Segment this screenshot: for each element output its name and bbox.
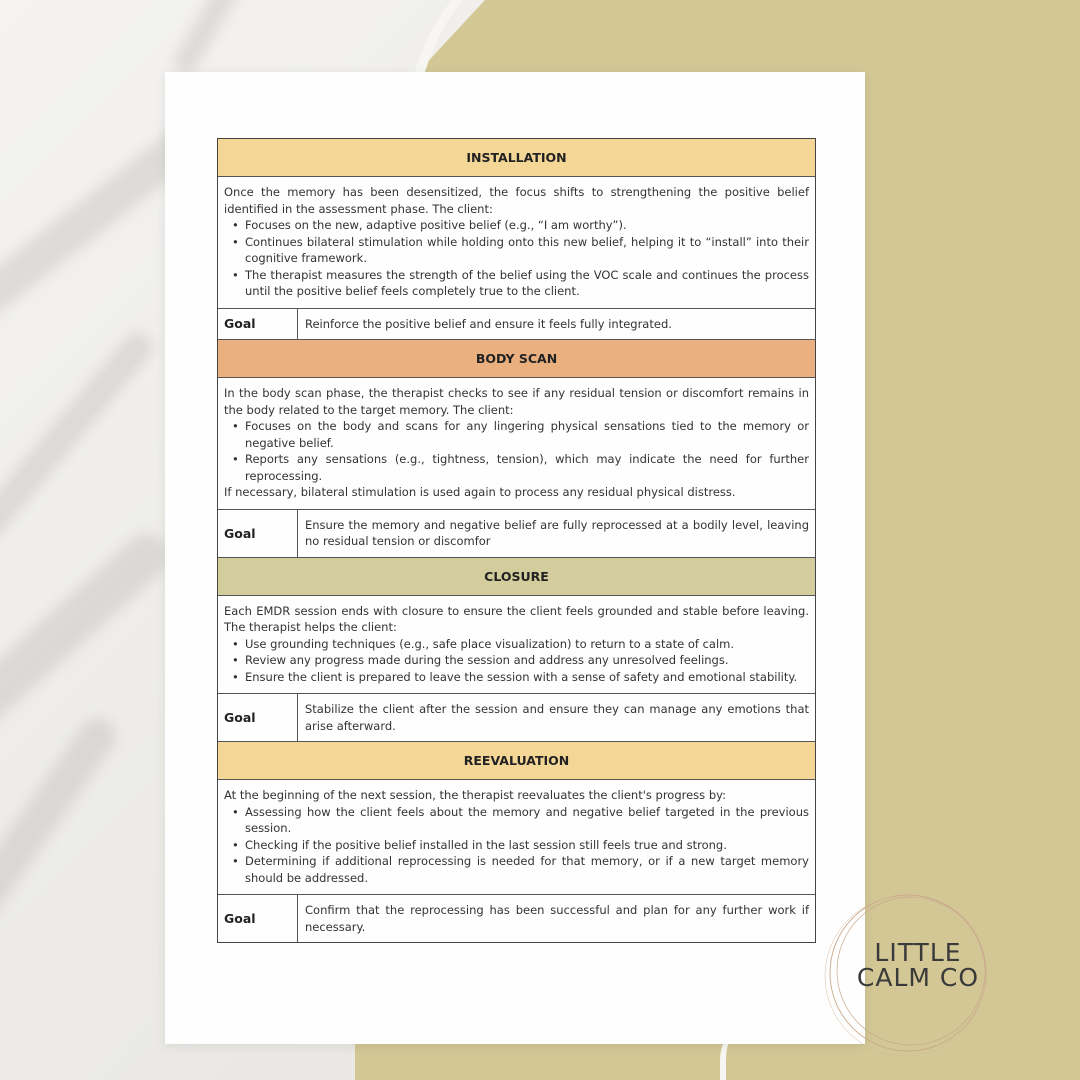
goal-label: Goal <box>218 895 298 942</box>
logo-line-1: LITTLE <box>874 938 962 967</box>
bullet-item: • Focuses on the body and scans for any lingering physical sensations tied to the memory or negative belief. <box>224 418 809 451</box>
goal-text: Reinforce the positive belief and ensure it feels fully integrated. <box>305 316 672 331</box>
document-page <box>165 72 865 1044</box>
goal-text: Stabilize the client after the session and ensure they can manage any emotions that arise afterward. <box>305 702 809 733</box>
goal-text: Confirm that the reprocessing has been successful and plan for any further work if necessary. <box>305 903 809 934</box>
bullet-item: • Ensure the client is prepared to leave the session with a sense of safety and emotional stability. <box>224 669 809 686</box>
bullet-list <box>224 418 809 484</box>
section-intro: In the body scan phase, the therapist checks to see if any residual tension or discomfort remains in the body related to the target memory. The client: <box>224 386 809 417</box>
bullet-list <box>224 217 809 300</box>
bullet-item: • Use grounding techniques (e.g., safe place visualization) to return to a state of calm. <box>224 636 809 653</box>
section-body <box>218 378 815 510</box>
bullet-item: • Focuses on the new, adaptive positive belief (e.g., “I am worthy”). <box>224 217 809 234</box>
bullet-item: • Review any progress made during the session and address any unresolved feelings. <box>224 652 809 669</box>
goal-row <box>218 510 815 558</box>
goal-text: Ensure the memory and negative belief are fully reprocessed at a bodily level, leaving no residual tension or discomfor <box>305 517 809 548</box>
bullet-item: • The therapist measures the strength of the belief using the VOC scale and continues the process until the positive belief feels completely true to the client. <box>224 267 809 300</box>
section-body <box>218 780 815 895</box>
bullet-list <box>224 636 809 686</box>
goal-label: Goal <box>218 694 298 741</box>
bullet-item: • Assessing how the client feels about the memory and negative belief targeted in the previous session. <box>224 804 809 837</box>
section-intro: Once the memory has been desensitized, the focus shifts to strengthening the positive belief identified in the assessment phase. The client: <box>224 185 809 216</box>
section-header: BODY SCAN <box>218 340 815 378</box>
goal-row <box>218 694 815 742</box>
bullet-item: • Determining if additional reprocessing is needed for that memory, or if a new target memory should be addressed. <box>224 853 809 886</box>
goal-label: Goal <box>218 510 298 557</box>
goal-label: Goal <box>218 309 298 340</box>
goal-row <box>218 309 815 341</box>
bullet-item: • Checking if the positive belief installed in the last session still feels true and strong. <box>224 837 809 854</box>
section-outro: If necessary, bilateral stimulation is used again to process any residual physical distress. <box>224 485 736 499</box>
bullet-item: • Reports any sensations (e.g., tightness, tension), which may indicate the need for further reprocessing. <box>224 451 809 484</box>
brand-logo <box>838 940 998 990</box>
logo-line-2: CALM CO <box>856 963 980 992</box>
section-header: INSTALLATION <box>218 139 815 177</box>
bullet-list <box>224 804 809 887</box>
section-body <box>218 596 815 695</box>
phases-table <box>217 138 816 943</box>
section-intro: Each EMDR session ends with closure to ensure the client feels grounded and stable before leaving. The therapist helps the client: <box>224 603 809 634</box>
section-header: CLOSURE <box>218 558 815 596</box>
section-intro: At the beginning of the next session, the therapist reevaluates the client's progress by: <box>224 788 726 802</box>
section-body <box>218 177 815 309</box>
section-header: REEVALUATION <box>218 742 815 780</box>
bullet-item: • Continues bilateral stimulation while holding onto this new belief, helping it to “install” into their cognitive framework. <box>224 234 809 267</box>
goal-row <box>218 895 815 942</box>
